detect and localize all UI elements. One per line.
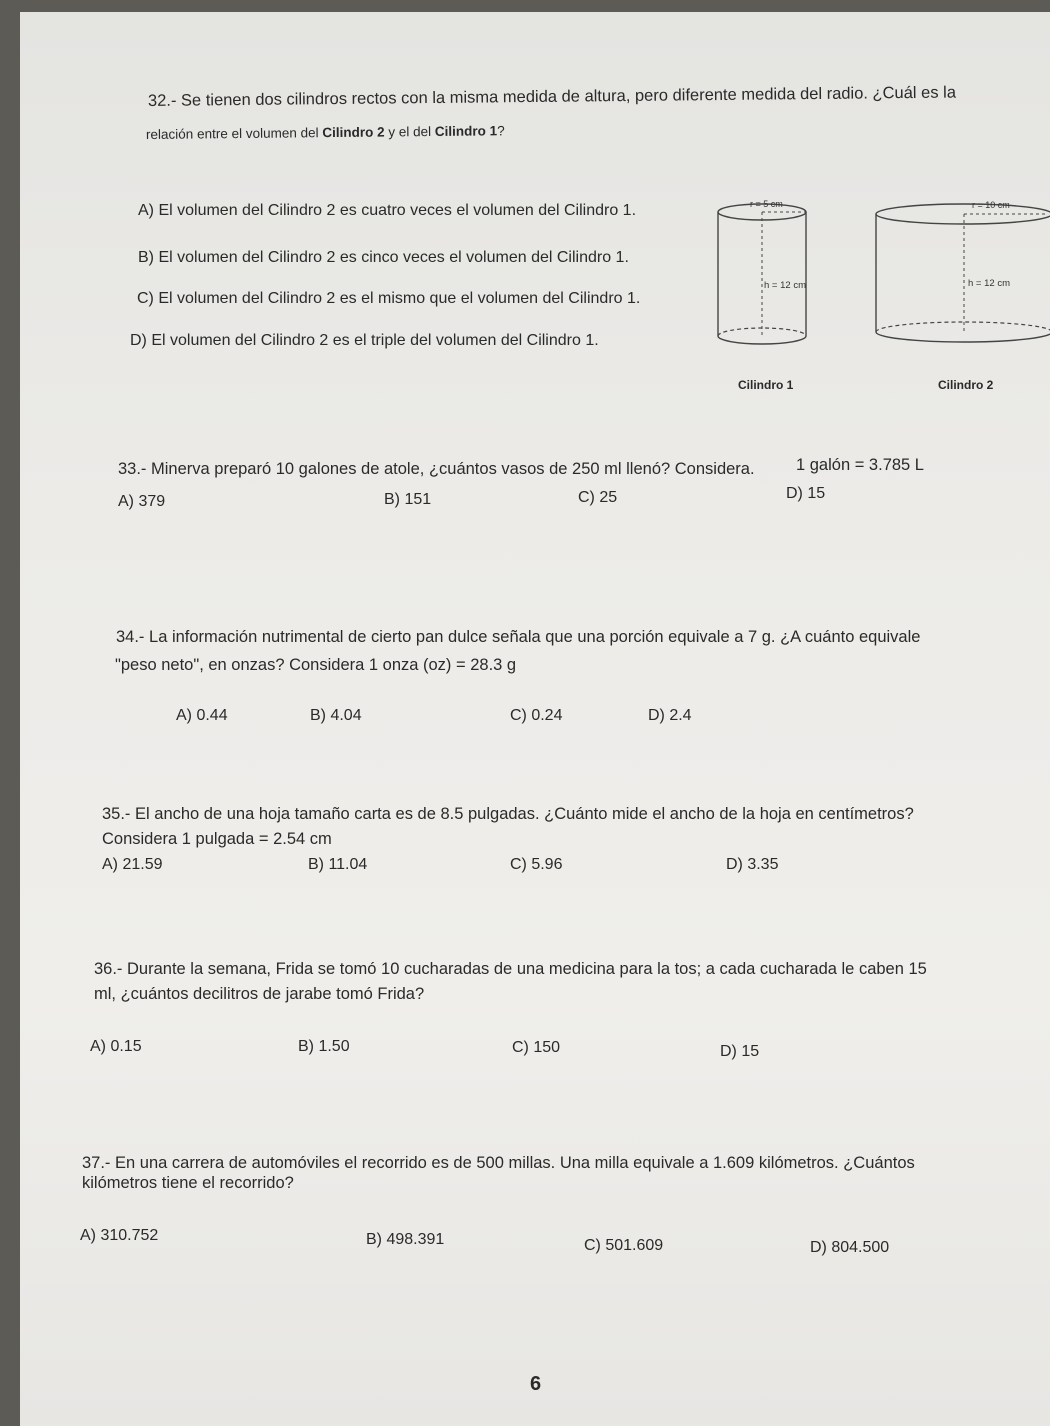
q37-option-c[interactable]: C) 501.609 (584, 1237, 664, 1254)
q33-conversion: 1 galón = 3.785 L (796, 456, 924, 474)
q34-option-d[interactable]: D) 2.4 (648, 707, 692, 724)
q37-line2: kilómetros tiene el recorrido? (82, 1174, 294, 1192)
cylinder-1-figure (710, 198, 820, 358)
q37-option-d[interactable]: D) 804.500 (810, 1239, 890, 1256)
cyl2-radius-label: r = 10 cm (972, 200, 1010, 210)
q34-option-c[interactable]: C) 0.24 (510, 707, 563, 724)
page-number: 6 (530, 1373, 542, 1395)
q32-line2-suffix: ? (497, 123, 505, 139)
q35-option-d[interactable]: D) 3.35 (726, 856, 779, 873)
q33-option-b[interactable]: B) 151 (384, 491, 432, 508)
q32-option-a[interactable]: A) El volumen del Cilindro 2 es cuatro veces el volumen del Cilindro 1. (138, 202, 637, 219)
q32-option-c[interactable]: C) El volumen del Cilindro 2 es el mismo que el volumen del Cilindro 1. (137, 290, 641, 307)
q36-option-b[interactable]: B) 1.50 (298, 1038, 350, 1055)
q33-option-a[interactable]: A) 379 (118, 493, 166, 510)
q37-option-a[interactable]: A) 310.752 (80, 1227, 159, 1244)
q32-line1: 32.- Se tienen dos cilindros rectos con la misma medida de altura, pero diferente medida del radio. ¿Cuál es la (147, 83, 957, 110)
q35-option-b[interactable]: B) 11.04 (308, 856, 368, 873)
q32-line2 (146, 123, 505, 143)
cyl1-height-label: h = 12 cm (764, 280, 806, 291)
q36-line1: 36.- Durante la semana, Frida se tomó 10 cucharadas de una medicina para la tos; a cada cucharada le caben 15 (94, 960, 927, 978)
q32-bold-cyl2: Cilindro 2 (322, 124, 385, 141)
q32-option-b[interactable]: B) El volumen del Cilindro 2 es cinco veces el volumen del Cilindro 1. (138, 249, 629, 266)
q36-option-c[interactable]: C) 150 (512, 1039, 561, 1056)
cylinder-2-caption: Cilindro 2 (938, 378, 994, 392)
cylinder-2-figure (872, 198, 1050, 358)
q36-line2: ml, ¿cuántos decilitros de jarabe tomó Frida? (94, 985, 425, 1003)
cylinder-1-caption: Cilindro 1 (738, 378, 794, 392)
q35-option-a[interactable]: A) 21.59 (102, 856, 163, 873)
q32-line2-mid: y el del (384, 123, 435, 140)
q34-option-b[interactable]: B) 4.04 (310, 707, 362, 724)
cyl2-height-label: h = 12 cm (968, 278, 1010, 289)
q35-line2: Considera 1 pulgada = 2.54 cm (102, 830, 332, 848)
q33-text: 33.- Minerva preparó 10 galones de atole, ¿cuántos vasos de 250 ml llenó? Considera. (118, 460, 755, 478)
q35-line1: 35.- El ancho de una hoja tamaño carta es de 8.5 pulgadas. ¿Cuánto mide el ancho de la hoja en centímetros? (102, 805, 914, 823)
q34-option-a[interactable]: A) 0.44 (176, 707, 228, 724)
q34-line2: "peso neto", en onzas? Considera 1 onza (oz) = 28.3 g (115, 656, 517, 674)
q32-line2-prefix: relación entre el volumen del (145, 125, 323, 142)
q32-bold-cyl1: Cilindro 1 (434, 123, 498, 139)
q36-option-a[interactable]: A) 0.15 (90, 1038, 142, 1055)
q34-line1: 34.- La información nutrimental de cierto pan dulce señala que una porción equivale a 7 g. ¿A cuánto equivale (116, 628, 921, 646)
q37-line1: 37.- En una carrera de automóviles el recorrido es de 500 millas. Una milla equivale a 1.609 kilómetros. ¿Cuántos (82, 1154, 915, 1172)
cyl1-radius-label: r = 5 cm (750, 199, 783, 209)
q37-option-b[interactable]: B) 498.391 (366, 1231, 445, 1248)
q35-option-c[interactable]: C) 5.96 (510, 856, 563, 873)
worksheet-page (20, 12, 1050, 1426)
q33-option-d[interactable]: D) 15 (786, 485, 826, 502)
q36-option-d[interactable]: D) 15 (720, 1043, 760, 1060)
q33-option-c[interactable]: C) 25 (578, 489, 618, 506)
q32-option-d[interactable]: D) El volumen del Cilindro 2 es el triple del volumen del Cilindro 1. (130, 332, 599, 349)
